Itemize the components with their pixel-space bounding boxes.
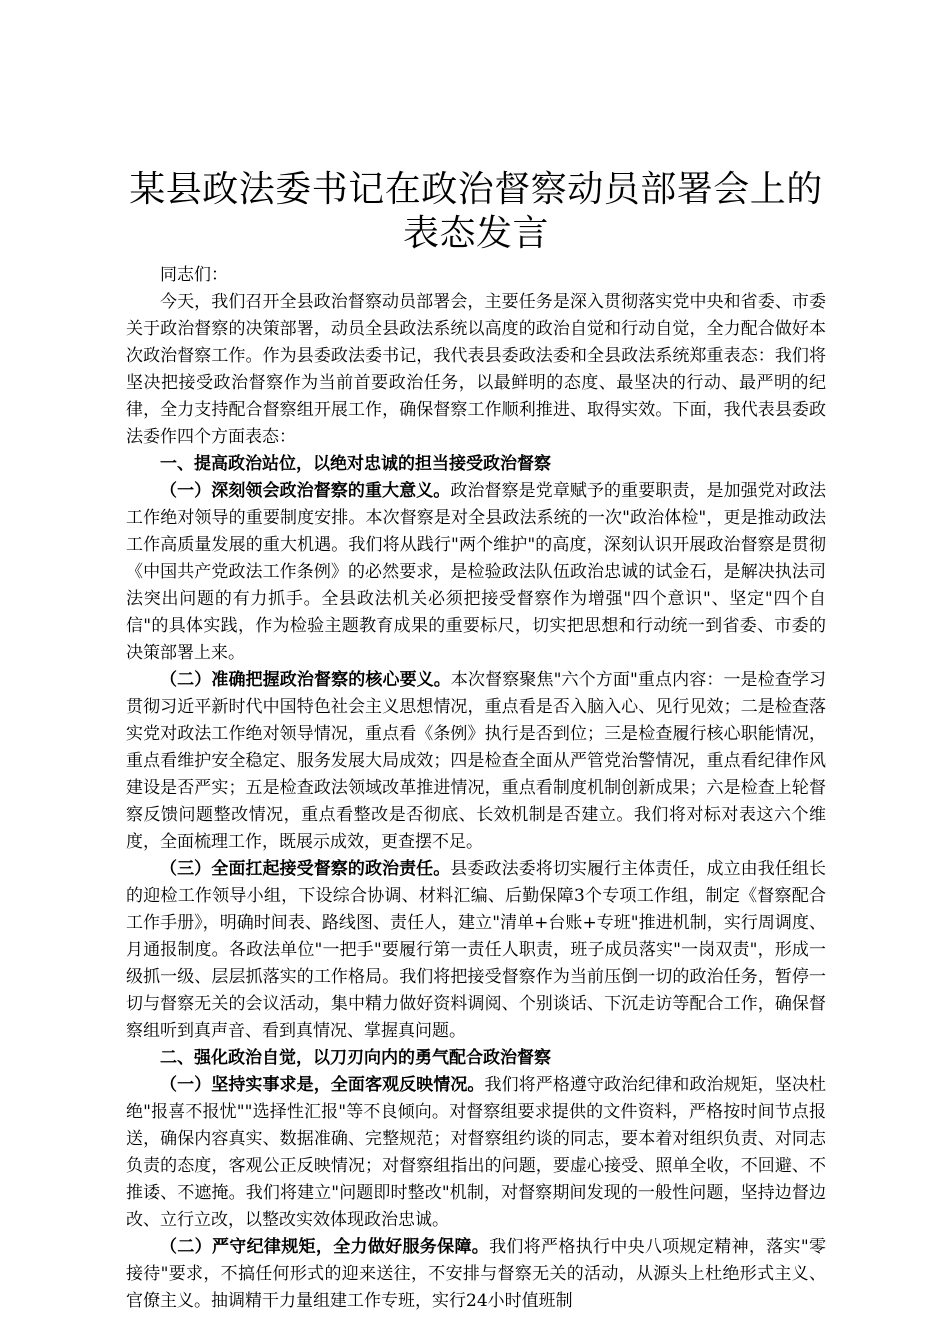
section-1-paragraph-2 (126, 667, 826, 856)
paragraph-lead: （一）深刻领会政治督察的重大意义。 (160, 481, 451, 501)
salutation: 同志们： (160, 265, 228, 285)
paragraph-text: 我们将严格执行中央八项规定精神，落实"零接待"要求，不搞任何形式的迎来送往，不安排与督察无关的活动，从源头上杜绝形式主义、官僚主义。抽调精干力量组建工作专班，实行24小时值班制 (126, 1237, 826, 1311)
document-title: 某县政法委书记在政治督察动员部署会上的表态发言 (129, 169, 823, 254)
section-1-paragraph-1 (126, 478, 826, 667)
paragraph-text: 县委政法委将切实履行主体责任，成立由我任组长的迎检工作领导小组，下设综合协调、材料汇编、后勤保障3个专项工作组，制定《督察配合工作手册》，明确时间表、路线图、责任人，建立"清单+台账+专班"推进机制，实行周调度、月通报制度。各政法单位"一把手"要履行第一责任人职责，班子成员落实"一岗双责"，形成一级抓一级、层层抓落实的工作格局。我们将把接受督察作为当前压倒一切的政治任务，暂停一切与督察无关的会议活动，集中精力做好资料调阅、个别谈话、下沉走访等配合工作，确保督察组听到真声音、看到真情况、掌握真问题。 (126, 859, 827, 1041)
section-2-heading: 二、强化政治自觉，以刀刃向内的勇气配合政治督察 (160, 1048, 551, 1068)
paragraph-lead: （一）坚持实事求是，全面客观反映情况。 (160, 1075, 485, 1095)
document-page (126, 168, 826, 1315)
paragraph-text: 我们将严格遵守政治纪律和政治规矩，坚决杜绝"报喜不报忧""选择性汇报"等不良倾向。对督察组要求提供的文件资料，严格按时间节点报送，确保内容真实、数据准确、完整规范；对督察组约谈的同志，要本着对组织负责、对同志负责的态度，客观公正反映情况；对督察组指出的问题，要虚心接受、照单全收，不回避、不推诿、不遮掩。我们将建立"问题即时整改"机制，对督察期间发现的一般性问题，坚持边督边改、立行立改，以整改实效体现政治忠诚。 (126, 1075, 826, 1230)
paragraph-text: 政治督察是党章赋予的重要职责，是加强党对政法工作绝对领导的重要制度安排。本次督察是对全县政法系统的一次"政治体检"，更是推动政法工作高质量发展的重大机遇。我们将从践行"两个维护"的高度，深刻认识开展政治督察是贯彻《中国共产党政法工作条例》的必然要求，是检验政法队伍政治忠诚的试金石，是解决执法司法突出问题的有力抓手。全县政法机关必须把接受督察作为增强"四个意识"、坚定"四个自信"的具体实践，作为检验主题教育成果的重要标尺，切实把思想和行动统一到省委、市委的决策部署上来。 (126, 481, 827, 663)
section-2-paragraph-1 (126, 1072, 826, 1234)
section-2-paragraph-2 (126, 1234, 826, 1315)
paragraph-lead: （三）全面扛起接受督察的政治责任。 (160, 859, 451, 879)
document-body (126, 262, 826, 1315)
section-1-heading: 一、提高政治站位，以绝对忠诚的担当接受政治督察 (160, 454, 551, 474)
section-1-paragraph-3 (126, 856, 826, 1045)
intro-paragraph: 今天，我们召开全县政治督察动员部署会，主要任务是深入贯彻落实党中央和省委、市委关于政治督察的决策部署，动员全县政法系统以高度的政治自觉和行动自觉，全力配合做好本次政治督察工作。作为县委政法委书记，我代表县委政法委和全县政法系统郑重表态：我们将坚决把接受政治督察作为当前首要政治任务，以最鲜明的态度、最坚决的行动、最严明的纪律，全力支持配合督察组开展工作，确保督察工作顺利推进、取得实效。下面，我代表县委政法委作四个方面表态： (126, 292, 826, 447)
paragraph-lead: （二）严守纪律规矩，全力做好服务保障。 (160, 1237, 490, 1257)
paragraph-text: 本次督察聚焦"六个方面"重点内容：一是检查学习贯彻习近平新时代中国特色社会主义思想情况，重点看是否入脑入心、见行见效；二是检查落实党对政法工作绝对领导情况，重点看《条例》执行是否到位；三是检查履行核心职能情况，重点看维护安全稳定、服务发展大局成效；四是检查全面从严管党治警情况，重点看纪律作风建设是否严实；五是检查政法领域改革推进情况，重点看制度机制创新成果；六是检查上轮督察反馈问题整改情况，重点看整改是否彻底、长效机制是否建立。我们将对标对表这六个维度，全面梳理工作，既展示成效，更查摆不足。 (126, 670, 827, 852)
paragraph-lead: （二）准确把握政治督察的核心要义。 (160, 670, 451, 690)
